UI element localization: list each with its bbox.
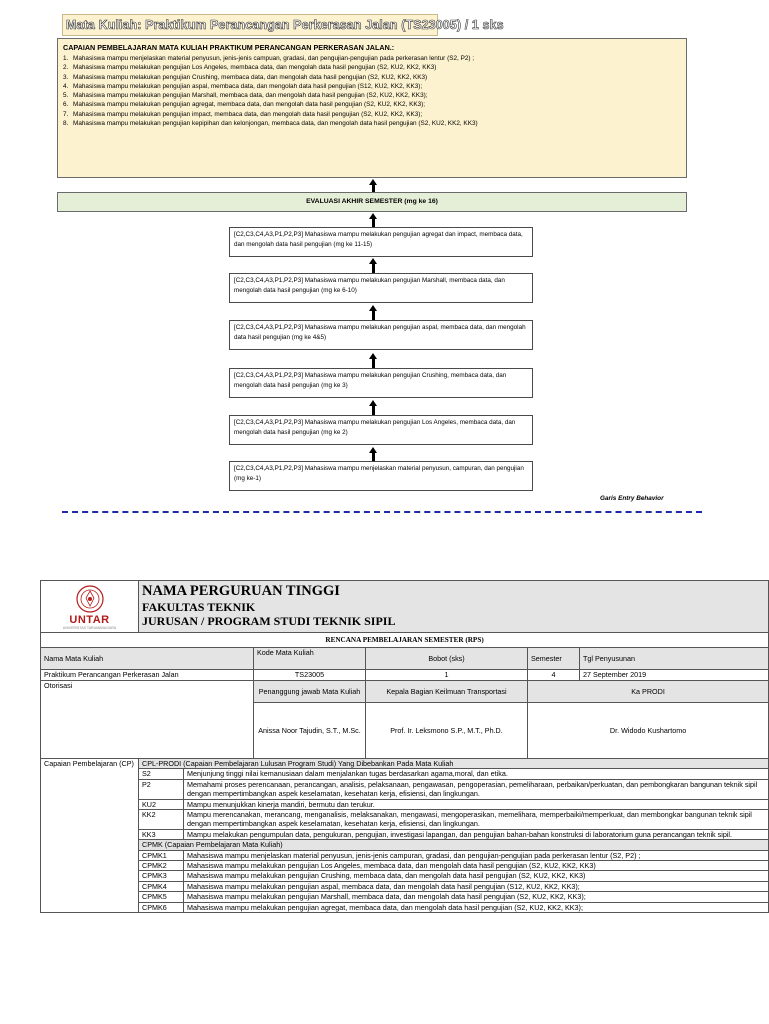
cpl-code: KU2 [139, 799, 184, 809]
cpmk-row [41, 861, 769, 871]
institution-header [139, 581, 769, 633]
cpmk-text: Mahasiswa mampu melakukan pengujian Los Angeles, membaca data, dan mengolah data hasil pengujian (S2, KU2, KK2, KK3) [184, 861, 769, 871]
cpl-text: Mampu melakukan pengumpulan data, pengukuran, pengujian, investigasi lapangan, dan pengujian bahan-bahan konstruksi di laboratorium guna perancangan teknik sipil. [184, 829, 769, 839]
cpl-row [41, 810, 769, 830]
outcome-item: 7. Mahasiswa mampu melakukan pengujian impact, membaca data, dan mengolah data hasil pengujian (S2, KU2, KK2, KK3); [63, 110, 423, 118]
authorization-name-2: Prof. Ir. Leksmono S.P., M.T., Ph.D. [366, 703, 528, 759]
up-arrow-icon [372, 310, 375, 320]
logo [41, 581, 139, 633]
step-box-5: [C2,C3,C4,A3,P1,P2,P3] Mahasiswa mampu melakukan pengujian Los Angeles, membaca data, dan mengolah data hasil pengujian (mg ke 2) [229, 415, 533, 445]
course-name-value: Praktikum Perancangan Perkerasan Jalan [41, 670, 254, 681]
university-seal-icon [73, 584, 107, 614]
up-arrow-icon [372, 184, 375, 192]
learning-outcomes-title: CAPAIAN PEMBELAJARAN MATA KULIAH PRAKTIKUM PERANCANGAN PERKERASAN JALAN.: [63, 43, 395, 52]
up-arrow-icon [372, 358, 375, 368]
cpmk-code: CPMK6 [139, 902, 184, 912]
cpmk-row [41, 892, 769, 902]
cpl-text: Mampu merencanakan, merancang, menganalisis, melaksanakan, mengawasi, mengoperasikan, memelihara, memperbaiki/memperkuat, dan membongkar bangunan teknik sipil dengan mempertimbangkan aspek keselamatan, kesehatan kerja, efisiensi, dan lingkungan. [184, 810, 769, 830]
institution-name: NAMA PERGURUAN TINGGI [142, 583, 340, 599]
cpmk-header: CPMK (Capaian Pembelajaran Mata Kuliah) [139, 840, 769, 850]
entry-behavior-line [62, 511, 702, 513]
outcome-item: 5. Mahasiswa mampu melakukan pengujian Marshall, membaca data, dan mengolah data hasil pengujian (S2, KU2, KK2, KK3); [63, 92, 428, 100]
authorization-role-3: Ka PRODI [528, 681, 769, 703]
cpmk-text: Mahasiswa mampu menjelaskan material penyusun, jenis-jenis campuran, gradasi, dan pengujian-pengujian pada perkerasan lentur (S2, P2) ; [184, 850, 769, 860]
cpmk-code: CPMK3 [139, 871, 184, 881]
cpmk-code: CPMK2 [139, 861, 184, 871]
up-arrow-icon [372, 452, 375, 461]
cpmk-row [41, 850, 769, 860]
weight-value: 1 [366, 670, 528, 681]
cpl-code: P2 [139, 779, 184, 799]
cpl-header: CPL-PRODI (Capaian Pembelajaran Lulusan Program Studi) Yang Dibebankan Pada Mata Kuliah [139, 759, 769, 769]
step-box-1: [C2,C3,C4,A3,P1,P2,P3] Mahasiswa mampu melakukan pengujian agregat dan impact, membaca data, dan mengolah data hasil pengujian (mg ke 11-15) [229, 227, 533, 257]
learning-outcomes-list [63, 54, 681, 128]
step-box-2: [C2,C3,C4,A3,P1,P2,P3] Mahasiswa mampu melakukan pengujian Marshall, membaca data, dan mengolah data hasil pengujian (mg ke 6-10) [229, 273, 533, 303]
final-evaluation-box: EVALUASI AKHIR SEMESTER (mg ke 16) [57, 192, 687, 212]
date-value: 27 September 2019 [580, 670, 769, 681]
cpl-row [41, 779, 769, 799]
up-arrow-icon [372, 263, 375, 273]
cpl-row [41, 799, 769, 809]
cpl-code: S2 [139, 769, 184, 779]
cpl-code: KK3 [139, 829, 184, 839]
cpl-code: KK2 [139, 810, 184, 830]
cpmk-text: Mahasiswa mampu melakukan pengujian Marshall, membaca data, dan mengolah data hasil pengujian (S2, KU2, KK2, KK3); [184, 892, 769, 902]
outcome-item: 4. Mahasiswa mampu melakukan pengujian aspal, membaca data, dan mengolah data hasil pengujian (S12, KU2, KK2, KK3); [63, 82, 423, 90]
cpmk-text: Mahasiswa mampu melakukan pengujian Crushing, membaca data, dan mengolah data hasil pengujian (S2, KU2, KK2, KK3) [184, 871, 769, 881]
step-box-6: [C2,C3,C4,A3,P1,P2,P3] Mahasiswa mampu menjelaskan material penyusun, campuran, dan pengujian (mg ke-1) [229, 461, 533, 491]
cpmk-code: CPMK4 [139, 881, 184, 891]
semester-value: 4 [528, 670, 580, 681]
course-banner: Mata Kuliah: Praktikum Perancangan Perkerasan Jalan (TS23005) / 1 sks [62, 14, 438, 36]
up-arrow-icon [372, 405, 375, 415]
authorization-role-1: Penanggung jawab Mata Kuliah [254, 681, 366, 703]
cpl-text: Mampu menunjukkan kinerja mandiri, bermutu dan terukur. [184, 799, 769, 809]
cpl-row [41, 769, 769, 779]
outcome-item: 2. Mahasiswa mampu melakukan pengujian Los Angeles, membaca data, dan mengolah data hasil pengujian (S2, KU2, KK2, KK3) [63, 64, 437, 72]
authorization-name-1: Anissa Noor Tajudin, S.T., M.Sc. [254, 703, 366, 759]
outcome-item: 6. Mahasiswa mampu melakukan pengujian agregat, membaca data, dan mengolah data hasil pengujian (S2, KU2, KK2, KK3); [63, 101, 426, 109]
cpmk-row [41, 871, 769, 881]
learning-outcomes-box [57, 38, 687, 178]
cpl-row [41, 829, 769, 839]
date-header: Tgl Penyusunan [580, 648, 769, 670]
authorization-label: Otorisasi [41, 681, 254, 759]
cpmk-text: Mahasiswa mampu melakukan pengujian aspal, membaca data, dan mengolah data hasil pengujian (S12, KU2, KK2, KK3); [184, 881, 769, 891]
authorization-role-2: Kepala Bagian Keilmuan Transportasi [366, 681, 528, 703]
cpmk-code: CPMK1 [139, 850, 184, 860]
rps-table [40, 580, 769, 913]
cpmk-code: CPMK5 [139, 892, 184, 902]
cpmk-text: Mahasiswa mampu melakukan pengujian agregat, membaca data, dan mengolah data hasil pengujian (S2, KU2, KK2, KK3); [184, 902, 769, 912]
cp-label: Capaian Pembelajaran (CP) [41, 759, 139, 913]
outcome-item: 3. Mahasiswa mampu melakukan pengujian Crushing, membaca data, dan mengolah data hasil pengujian (S2, KU2, KK2, KK3) [63, 73, 428, 81]
up-arrow-icon [372, 218, 375, 227]
cpmk-row [41, 881, 769, 891]
logo-subtext: UNIVERSITAS TARUMANAGARA [62, 626, 117, 630]
course-name-header: Nama Mata Kuliah [41, 648, 254, 670]
cpmk-row [41, 902, 769, 912]
logo-text: UNTAR [69, 614, 110, 626]
step-box-3: [C2,C3,C4,A3,P1,P2,P3] Mahasiswa mampu melakukan pengujian aspal, membaca data, dan mengolah data hasil pengujian (mg ke 4&5) [229, 320, 533, 350]
course-code-header: Kode Mata Kuliah [254, 648, 366, 670]
outcome-item: 1. Mahasiswa mampu menjelaskan material penyusun, jenis-jenis campuan, gradasi, dan pengujian-pengujian pada perkerasan lentur (S2, P2) ; [63, 55, 475, 62]
rps-title: RENCANA PEMBELAJARAN SEMESTER (RPS) [41, 633, 769, 648]
cpl-text: Memahami proses perencanaan, perancangan, analisis, pelaksanaan, pengawasan, pengoperasian, pemeliharaan, perbaikan/perkuatan, dan pembongkaran bangunan teknik sipil dengan mempertimbangkan aspek keselamatan, kesehatan kerja, efisiensi, dan lingkungan. [184, 779, 769, 799]
authorization-name-3: Dr. Widodo Kushartomo [528, 703, 769, 759]
entry-behavior-label: Garis Entry Behavior [600, 495, 664, 502]
outcome-item: 8. Mahasiswa mampu melakukan pengujian kepipihan dan kelonjongan, membaca data, dan mengolah data hasil pengujian (S2, KU2, KK2, KK3) [63, 120, 478, 128]
weight-header: Bobot (sks) [366, 648, 528, 670]
department-name: JURUSAN / PROGRAM STUDI TEKNIK SIPIL [142, 614, 396, 628]
course-code-value: TS23005 [254, 670, 366, 681]
semester-header: Semester [528, 648, 580, 670]
cpl-text: Menjunjung tinggi nilai kemanusiaan dalam menjalankan tugas berdasarkan agama,moral, dan etika. [184, 769, 769, 779]
faculty-name: FAKULTAS TEKNIK [142, 600, 256, 614]
step-box-4: [C2,C3,C4,A3,P1,P2,P3] Mahasiswa mampu melakukan pengujian Crushing, membaca data, dan mengolah data hasil pengujian (mg ke 3) [229, 368, 533, 398]
